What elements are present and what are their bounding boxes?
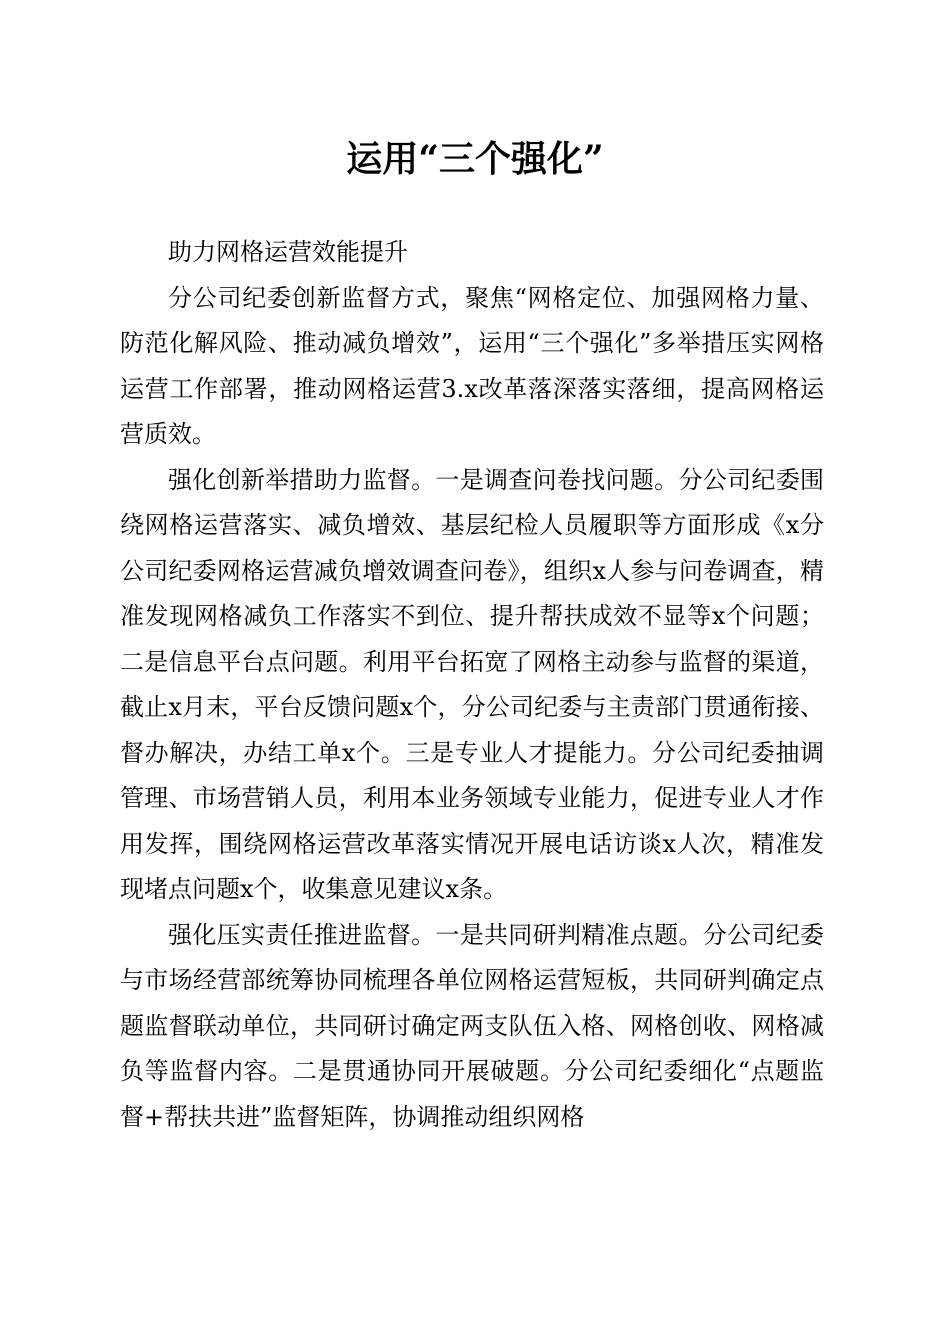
document-title: 运用“三个强化”	[346, 138, 604, 180]
document-body	[120, 230, 824, 1140]
subtitle-paragraph: 助力网格运营效能提升	[168, 238, 408, 266]
innovation-paragraph: 强化创新举措助力监督。一是调查问卷找问题。分公司纪委围绕网格运营落实、减负增效、基层纪检人员履职等方面形成《x分公司纪委网格运营减负增效调查问卷》，组织x人参与问卷调查，精准发现网格减负工作落实不到位、提升帮扶成效不显等x个问题；二是信息平台点问题。利用平台拓宽了网格主动参与监督的渠道，截止x月末，平台反馈问题x个，分公司纪委与主责部门贯通衔接、督办解决，办结工单x个。三是专业人才提能力。分公司纪委抽调管理、市场营销人员，利用本业务领域专业能力，促进专业人才作用发挥，围绕网格运营改革落实情况开展电话访谈x人次，精准发现堵点问题x个，收集意见建议x条。	[120, 465, 824, 903]
intro-paragraph: 分公司纪委创新监督方式，聚焦“网格定位、加强网格力量、防范化解风险、推动减负增效”，运用“三个强化”多举措压实网格运营工作部署，推动网格运营3.x改革落深落实落细，提高网格运营质效。	[120, 283, 824, 448]
responsibility-paragraph: 强化压实责任推进监督。一是共同研判精准点题。分公司纪委与市场经营部统筹协同梳理各单位网格运营短板，共同研判确定点题监督联动单位，共同研讨确定两支队伍入格、网格创收、网格减负等监督内容。二是贯通协同开展破题。分公司纪委细化“点题监督+帮扶共进”监督矩阵，协调推动组织网格	[120, 920, 824, 1131]
